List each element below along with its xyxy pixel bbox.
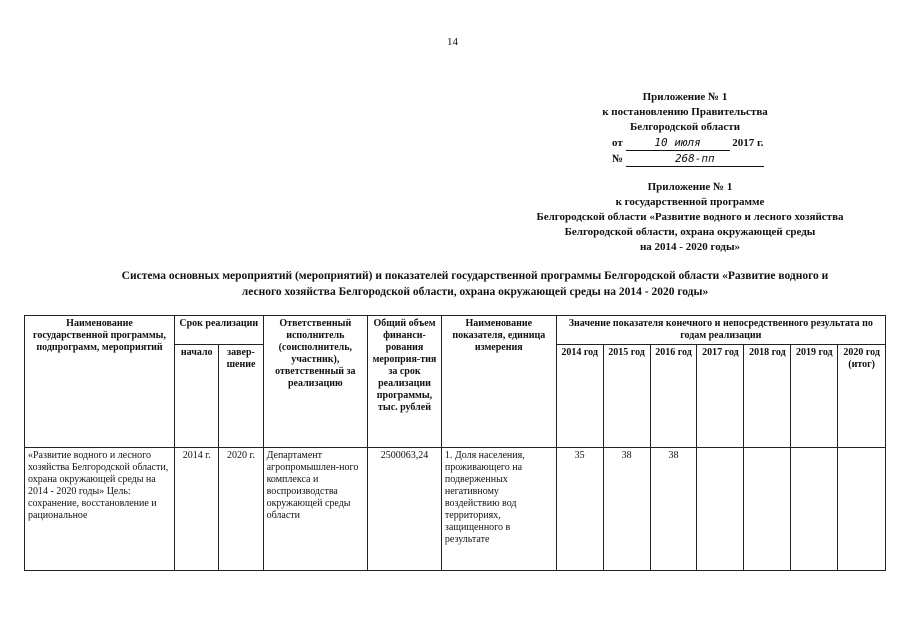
row-value-2014: 35	[556, 448, 603, 571]
row-start: 2014 г.	[175, 448, 219, 571]
document-title-line1: Система основных мероприятий (мероприятий) и показателей государственной программы Белгородской области «Развитие водного и	[121, 270, 829, 282]
appendix-decree-title: Приложение № 1	[642, 91, 728, 103]
appendix-program-block	[460, 180, 905, 255]
appendix-program-line2: Белгородской области «Развитие водного и лесного хозяйства	[536, 211, 844, 223]
row-value-2020	[838, 448, 886, 571]
header-start: начало	[175, 345, 219, 448]
row-value-2017	[697, 448, 744, 571]
row-program-name: «Развитие водного и лесного хозяйства Белгородской области, охрана окружающей среды на 2014 - 2020 годы» Цель: сохранение, восстановление и рациональное	[25, 448, 175, 571]
date-prefix: от	[612, 137, 623, 149]
number-prefix: №	[612, 153, 624, 165]
program-table	[24, 315, 886, 571]
header-year-2020: 2020 год (итог)	[838, 345, 886, 448]
row-finance: 2500063,24	[368, 448, 442, 571]
appendix-decree-line1: к постановлению Правительства	[602, 106, 768, 118]
handwritten-number: 268-пп	[626, 151, 764, 167]
header-term: Срок реализации	[175, 316, 264, 345]
header-year-2014: 2014 год	[556, 345, 603, 448]
row-value-2015: 38	[603, 448, 650, 571]
document-title-line2: лесного хозяйства Белгородской области, охрана окружающей среды на 2014 - 2020 годы»	[241, 286, 709, 298]
header-year-2019: 2019 год	[791, 345, 838, 448]
row-value-2019	[791, 448, 838, 571]
appendix-decree-line2: Белгородской области	[629, 121, 741, 133]
appendix-program-line1: к государственной программе	[615, 196, 765, 208]
header-year-2015: 2015 год	[603, 345, 650, 448]
row-indicator: 1. Доля населения, проживающего на подверженных негативному воздействию вод территориях, защищенного в результате	[441, 448, 556, 571]
header-finance: Общий объем финанси-рования мероприя-тия за срок реализации программы, тыс. рублей	[368, 316, 442, 448]
header-values-group: Значение показателя конечного и непосредственного результата по годам реализации	[556, 316, 885, 345]
row-value-2016: 38	[650, 448, 697, 571]
header-responsible: Ответственный исполнитель (соисполнитель, участник), ответственный за реализацию	[263, 316, 368, 448]
appendix-decree-number-row	[560, 151, 810, 167]
page-number: 14	[447, 36, 458, 48]
appendix-decree-block	[560, 90, 810, 167]
table-header-row-1	[25, 316, 886, 345]
handwritten-date: 10 июля	[626, 135, 730, 151]
row-end: 2020 г.	[219, 448, 263, 571]
appendix-program-line3: Белгородской области, охрана окружающей среды	[564, 226, 816, 238]
header-indicator: Наименование показателя, единица измерения	[441, 316, 556, 448]
date-suffix: 2017 г.	[732, 137, 764, 149]
appendix-program-line4: на 2014 - 2020 годы»	[639, 241, 741, 253]
header-end: завер-шение	[219, 345, 263, 448]
row-responsible: Департамент агропромышлен-ного комплекса и воспроизводства окружающей среды области	[263, 448, 368, 571]
table-row	[25, 448, 886, 571]
header-year-2018: 2018 год	[744, 345, 791, 448]
appendix-program-title: Приложение № 1	[647, 181, 733, 193]
header-year-2017: 2017 год	[697, 345, 744, 448]
header-year-2016: 2016 год	[650, 345, 697, 448]
header-name: Наименование государственной программы, подпрограмм, мероприятий	[25, 316, 175, 448]
row-value-2018	[744, 448, 791, 571]
document-title	[60, 268, 890, 300]
appendix-decree-date-row	[560, 135, 810, 151]
